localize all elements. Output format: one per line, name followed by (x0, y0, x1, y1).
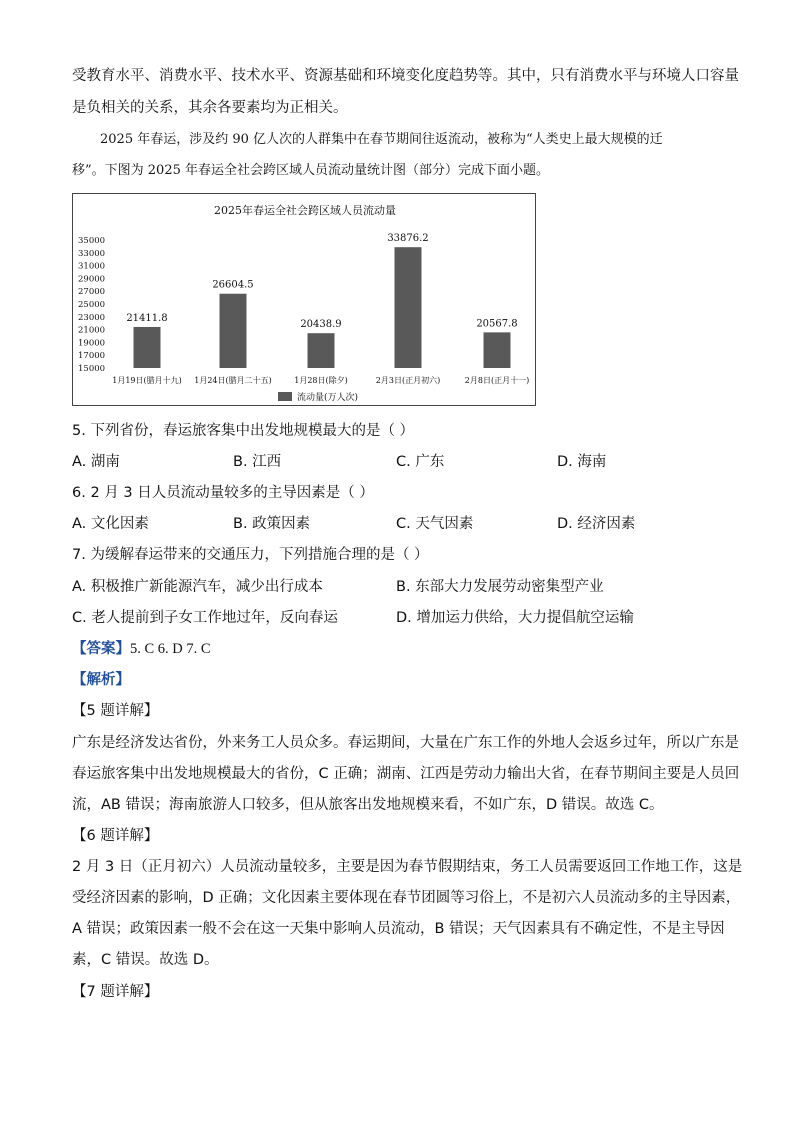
answer-text: 5. C 6. D 7. C (130, 641, 211, 657)
q6-detail-title: 【6 题详解】 (72, 828, 159, 844)
answer-line (72, 639, 211, 659)
y-tick-label: 27000 (78, 287, 106, 298)
bar-value-label: 26604.5 (212, 279, 254, 291)
x-category-label: 2月3日(正月初六) (375, 376, 441, 385)
detail-line: A 错误；政策因素一般不会在这一天集中影响人员流动，B 错误；天气因素具有不确定性，不是主导因 (72, 921, 725, 937)
y-tick-label: 31000 (78, 261, 106, 272)
y-tick-label: 35000 (78, 236, 106, 246)
y-tick-label: 25000 (78, 300, 106, 310)
option-d: D. 经济因素 (557, 516, 636, 532)
bar (484, 332, 511, 368)
detail-line: 素，C 错误。故选 D。 (72, 952, 219, 968)
q5-detail-title: 【5 题详解】 (72, 703, 159, 719)
bar (308, 333, 335, 368)
bar (395, 247, 422, 368)
bar-value-label: 20567.8 (476, 318, 518, 330)
option-b: B. 江西 (233, 454, 282, 470)
bar-value-label: 20438.9 (300, 319, 342, 331)
intro-text-line: 是负相关的关系，其余各要素均为正相关。 (72, 100, 348, 116)
flow-chart (72, 193, 536, 406)
bar-value-label: 21411.8 (126, 312, 168, 324)
intro-text-line: 受教育水平、消费水平、技术水平、资源基础和环境变化度趋势等。其中，只有消费水平与环境人口容量 (72, 68, 739, 84)
y-tick-label: 19000 (78, 338, 106, 349)
question-stem: 7. 为缓解春运带来的交通压力，下列措施合理的是（ ） (72, 547, 429, 563)
option-b: B. 政策因素 (233, 516, 311, 532)
detail-line: 2 月 3 日（正月初六）人员流动量较多，主要是因为春节假期结束，务工人员需要返回工作地工作，这是 (72, 859, 743, 875)
option-c: C. 广东 (396, 454, 445, 470)
y-tick-label: 33000 (78, 248, 106, 259)
option-d: D. 海南 (557, 454, 607, 470)
y-tick-label: 17000 (78, 351, 106, 362)
bar (220, 294, 247, 368)
question-stem: 6. 2 月 3 日人员流动量较多的主导因素是（ ） (72, 485, 374, 501)
q7-detail-title: 【7 题详解】 (72, 984, 159, 1000)
option-b: B. 东部大力发展劳动密集型产业 (396, 579, 604, 595)
bar-value-label: 33876.2 (387, 233, 429, 245)
y-tick-label: 29000 (78, 274, 106, 285)
y-tick-label: 21000 (78, 325, 106, 336)
detail-line: 春运旅客集中出发地规模最大的省份，C 正确；湖南、江西是劳动力输出大省，在春节期间主要是人员回 (72, 766, 740, 782)
x-category-label: 1月19日(腊月十九) (112, 376, 182, 385)
option-a: A. 积极推广新能源汽车，减少出行成本 (72, 579, 323, 595)
answer-tag: 【答案】 (72, 641, 130, 657)
option-a: A. 湖南 (72, 454, 120, 470)
x-category-label: 2月8日(正月十一) (464, 376, 530, 385)
bar (134, 327, 161, 368)
x-category-label: 1月28日(除夕) (294, 376, 348, 385)
flow-chart-svg (73, 194, 537, 407)
option-c: C. 天气因素 (396, 516, 474, 532)
option-a: A. 文化因素 (72, 516, 149, 532)
y-tick-label: 23000 (78, 312, 106, 323)
legend-swatch (278, 392, 292, 401)
chart-title: 2025年春运全社会跨区域人员流动量 (214, 204, 396, 217)
y-tick-label: 15000 (78, 364, 106, 374)
legend-label: 流动量(万人次) (297, 393, 359, 403)
option-d: D. 增加运力供给，大力提倡航空运输 (396, 610, 634, 626)
context-text-line: 2025 年春运，涉及约 90 亿人次的人群集中在春节期间往返流动，被称为“人类史上最大规模的迁 (100, 132, 663, 147)
question-stem: 5. 下列省份，春运旅客集中出发地规模最大的是（ ） (72, 423, 415, 439)
context-text-line: 移”。下图为 2025 年春运全社会跨区域人员流动量统计图（部分）完成下面小题。 (72, 163, 549, 178)
analysis-tag: 【解析】 (72, 672, 130, 688)
x-category-label: 1月24日(腊月二十五) (194, 376, 272, 385)
detail-line: 受经济因素的影响，D 正确；文化因素主要体现在春节团圆等习俗上，不是初六人员流动多的主导因素， (72, 890, 741, 906)
detail-line: 广东是经济发达省份，外来务工人员众多。春运期间，大量在广东工作的外地人会返乡过年，所以广东是 (72, 735, 739, 751)
detail-line: 流，AB 错误；海南旅游人口较多，但从旅客出发地规模来看，不如广东，D 错误。故选 C。 (72, 797, 664, 813)
option-c: C. 老人提前到子女工作地过年，反向春运 (72, 610, 338, 626)
